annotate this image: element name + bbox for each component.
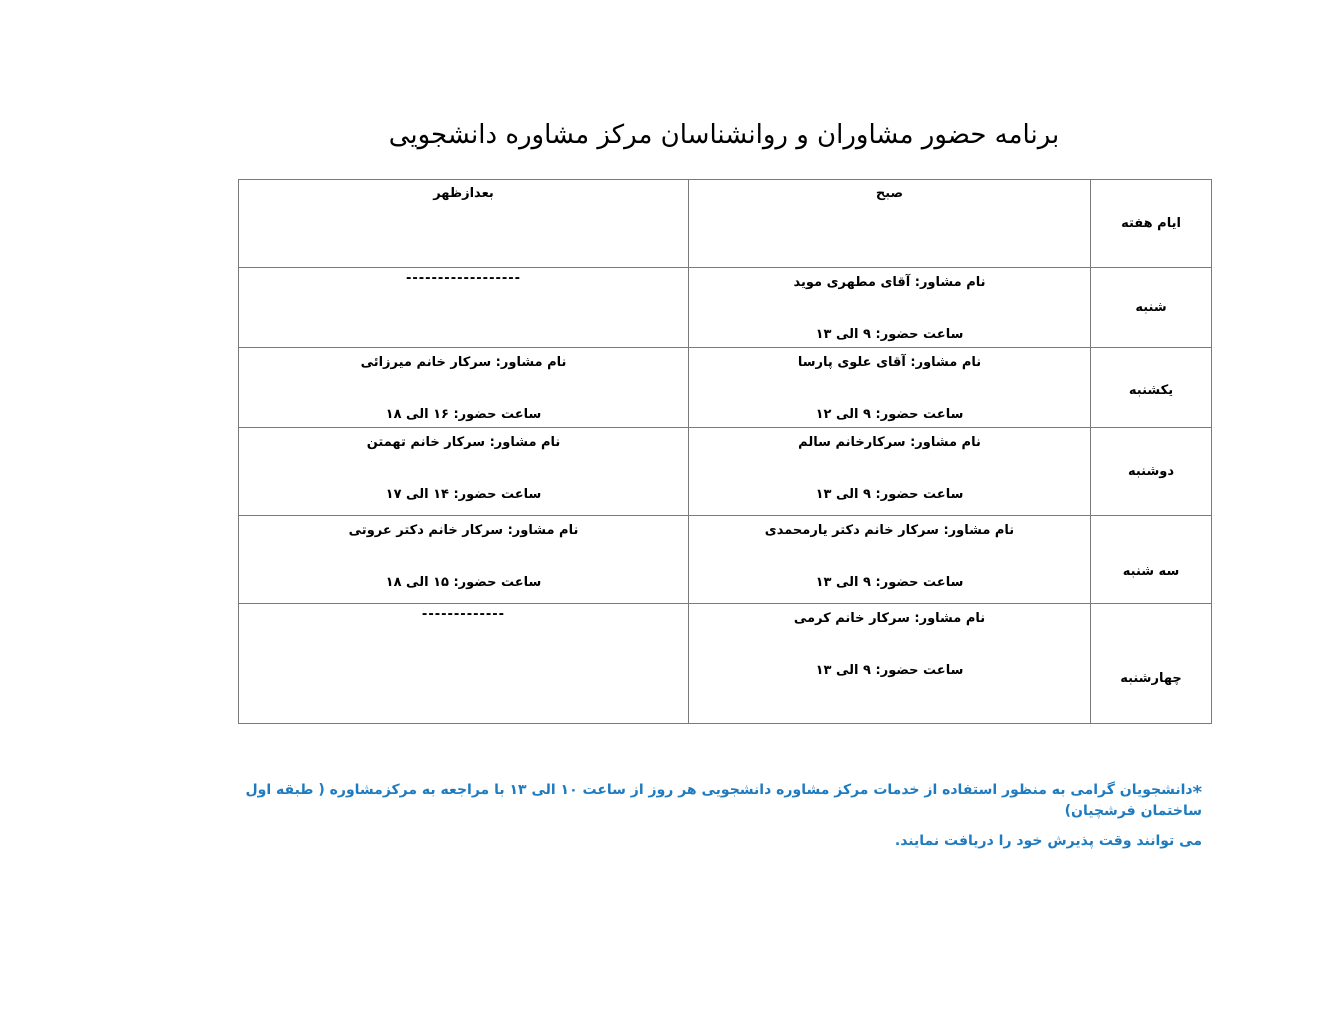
morning-cell <box>689 604 1091 724</box>
attendance-time: ساعت حضور: ۱۵ الی ۱۸ <box>385 575 542 590</box>
counselor-name: نام مشاور: سرکار خانم دکتر یارمحمدی <box>764 523 1015 538</box>
counselor-name: نام مشاور: سرکار خانم میرزائی <box>360 355 567 370</box>
header-afternoon-label: بعدازظهر <box>433 186 494 201</box>
asterisk-mark: * <box>1192 782 1202 803</box>
morning-cell <box>689 516 1091 604</box>
afternoon-cell <box>239 268 689 348</box>
header-day-label: ایام هفته <box>1121 216 1181 231</box>
counselor-name: نام مشاور: سرکارخانم سالم <box>798 435 981 450</box>
day-label: دوشنبه <box>1127 464 1175 479</box>
reception-note-text-2: می توانند وقت پذیرش خود را دریافت نمایند. <box>894 833 1202 849</box>
header-morning-label: صبح <box>875 186 904 201</box>
morning-cell <box>689 268 1091 348</box>
attendance-time: ساعت حضور: ۹ الی ۱۳ <box>815 575 964 590</box>
afternoon-cell <box>239 348 689 428</box>
attendance-time: ساعت حضور: ۱۶ الی ۱۸ <box>385 407 542 422</box>
afternoon-cell <box>239 604 689 724</box>
attendance-time: ساعت حضور: ۹ الی ۱۳ <box>815 487 964 502</box>
table-row <box>239 516 1212 604</box>
day-label: یکشنبه <box>1128 382 1174 398</box>
attendance-time: ساعت حضور: ۹ الی ۱۳ <box>815 327 964 342</box>
table-row <box>239 604 1212 724</box>
day-cell <box>1091 516 1212 604</box>
day-label: سه شنبه <box>1122 564 1180 579</box>
reception-note-line-1 <box>230 782 1202 819</box>
counselor-name: نام مشاور: آقای مطهری موید <box>793 275 986 290</box>
reception-note-line-2 <box>230 833 1202 849</box>
page-title: برنامه حضور مشاوران و روانشناسان مرکز مشاوره دانشجویی <box>388 120 1060 150</box>
counselor-name: نام مشاور: آقای علوی پارسا <box>797 355 982 370</box>
day-cell <box>1091 268 1212 348</box>
table-row <box>239 428 1212 516</box>
attendance-time: ساعت حضور: ۹ الی ۱۲ <box>815 407 964 422</box>
reception-note-text-1: دانشجویان گرامی به منظور استفاده از خدمات مرکز مشاوره دانشجویی هر روز از ساعت ۱۰ الی ۱۳ با مراجعه به مرکزمشاوره ( طبقه اول ساختمان فرشچیان) <box>245 782 1202 819</box>
counselor-name: نام مشاور: سرکار خانم دکتر عروتی <box>348 523 579 538</box>
attendance-time: ساعت حضور: ۱۴ الی ۱۷ <box>385 487 542 502</box>
attendance-time: ساعت حضور: ۹ الی ۱۳ <box>815 663 964 678</box>
day-cell <box>1091 604 1212 724</box>
header-afternoon-cell <box>239 180 689 268</box>
counselor-name: نام مشاور: سرکار خانم کرمی <box>793 611 986 626</box>
afternoon-cell <box>239 516 689 604</box>
day-label: شنبه <box>1135 300 1167 315</box>
day-cell <box>1091 348 1212 428</box>
afternoon-cell <box>239 428 689 516</box>
morning-cell <box>689 428 1091 516</box>
day-label: چهارشنبه <box>1120 671 1182 686</box>
empty-slot-dashes: ------------------ <box>405 271 522 286</box>
table-header-row <box>239 180 1212 268</box>
header-day-cell <box>1091 180 1212 268</box>
header-morning-cell <box>689 180 1091 268</box>
table-row <box>239 268 1212 348</box>
counselor-name: نام مشاور: سرکار خانم تهمتن <box>366 435 561 450</box>
table-row <box>239 348 1212 428</box>
empty-slot-dashes: ------------- <box>421 607 506 622</box>
morning-cell <box>689 348 1091 428</box>
schedule-table <box>238 179 1212 724</box>
day-cell <box>1091 428 1212 516</box>
